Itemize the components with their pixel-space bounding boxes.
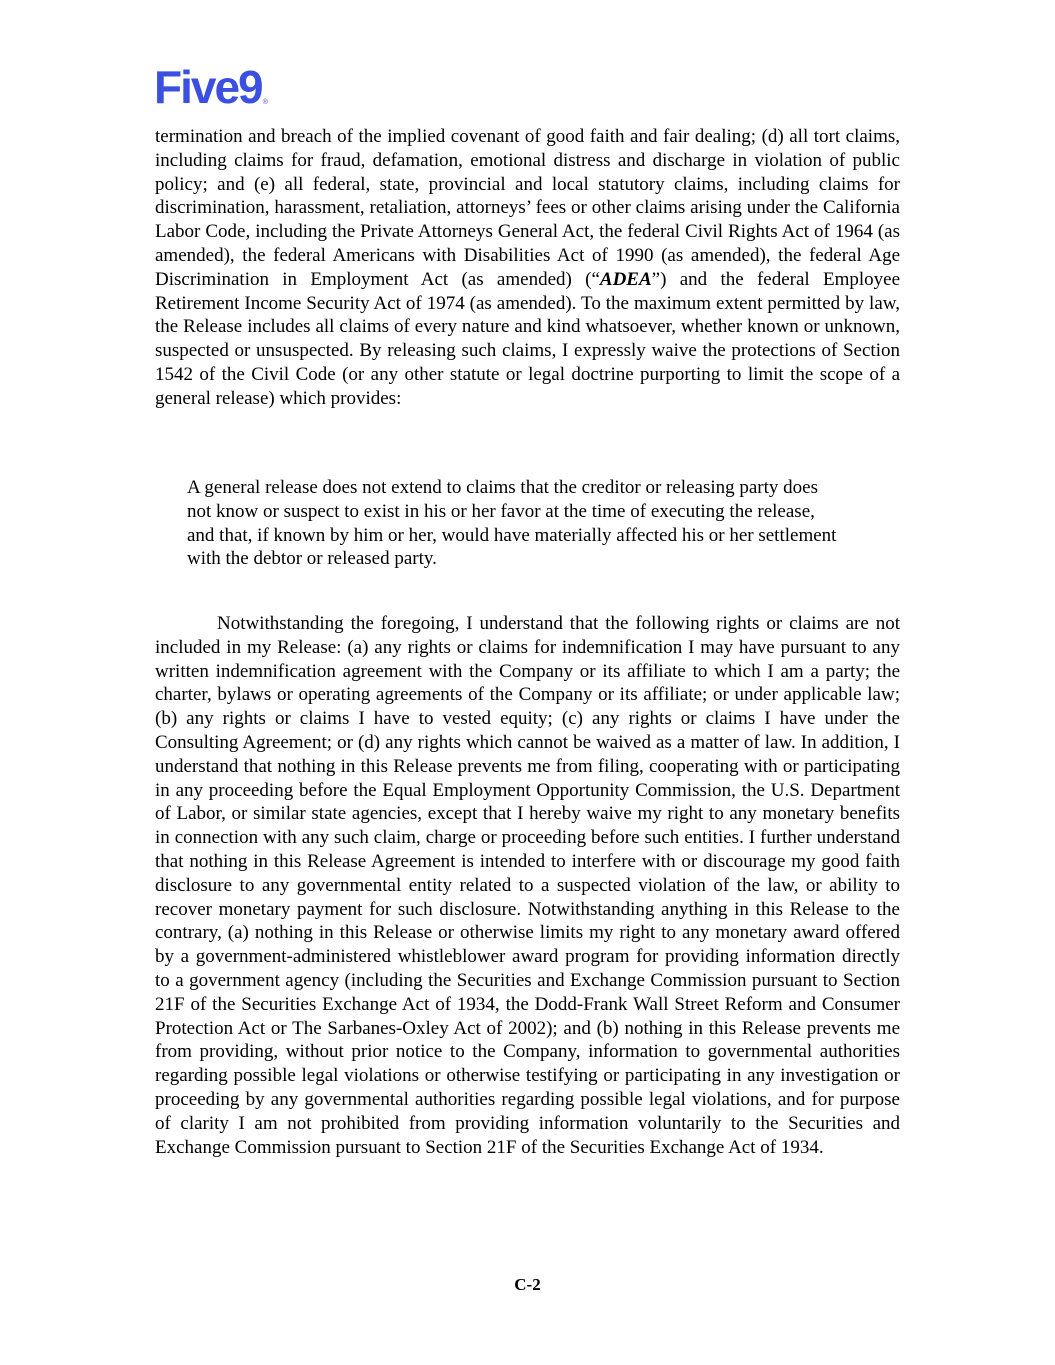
- paragraph-text-after-term: ”) and the federal Employee Retirement Income Security Act of 1974 (as amended). To the maximum extent permitted by law, the Release includes all claims of every nature and kind whatsoever, whether known or unknown, suspected or unsuspected. By releasing such claims, I expressly waive the protections of Section 1542 of the Civil Code (or any other statute or legal doctrine purporting to limit the scope of a general release) which provides:: [155, 268, 901, 409]
- paragraph-text-before-term: termination and breach of the implied covenant of good faith and fair dealing; (d) all tort claims, including claims for fraud, defamation, emotional distress and discharge in violation of public policy; and (e) all federal, state, provincial and local statutory claims, including claims for discrimination, harassment, retaliation, attorneys’ fees or other claims arising under the California Labor Code, including the Private Attorneys General Act, the federal Civil Rights Act of 1964 (as amended), the federal Americans with Disabilities Act of 1990 (as amended), the federal Age Discrimination in Employment Act (as amended) (“: [155, 126, 900, 290]
- page-number: C-2: [514, 1275, 541, 1294]
- release-claims-paragraph: [155, 125, 900, 411]
- civil-code-1542-quote: A general release does not extend to claims that the creditor or releasing party does not know or suspect to exist in his or her favor at the time of executing the release, and that, if known by him or her, would have materially affected his or her settlement with the debtor or released party.: [187, 477, 837, 570]
- excluded-claims-paragraph: Notwithstanding the foregoing, I understand that the following rights or claims are not included in my Release: (a) any rights or claims for indemnification I may have pursuant to any written indemnification agreement with the Company or its affiliate to which I am a party; the charter, bylaws or operating agreements of the Company or its affiliate; or under applicable law; (b) any rights or claims I have to vested equity; (c) any rights or claims I have under the Consulting Agreement; or (d) any rights which cannot be waived as a matter of law. In addition, I understand that nothing in this Release prevents me from filing, cooperating with or participating in any proceeding before the Equal Employment Opportunity Commission, the U.S. Department of Labor, or similar state agencies, except that I hereby waive my right to any monetary benefits in connection with any such claim, charge or proceeding before such entities. I further understand that nothing in this Release Agreement is intended to interfere with or discourage my good faith disclosure to any governmental entity related to a suspected violation of the law, or ability to recover monetary payment for such disclosure. Notwithstanding anything in this Release to the contrary, (a) nothing in this Release or otherwise limits my right to any monetary award offered by a government-administered whistleblower award program for providing information directly to a government agency (including the Securities and Exchange Commission pursuant to Section 21F of the Securities Exchange Act of 1934, the Dodd-Frank Wall Street Reform and Consumer Protection Act or The Sarbanes-Oxley Act of 2002); and (b) nothing in this Release prevents me from providing, without prior notice to the Company, information to governmental authorities regarding possible legal violations or otherwise testifying or participating in any investigation or proceeding by any governmental authorities regarding possible legal violations, and for purpose of clarity I am not prohibited from providing information voluntarily to the Securities and Exchange Commission pursuant to Section 21F of the Securities Exchange Act of 1934.: [155, 613, 900, 1158]
- defined-term-adea: ADEA: [599, 268, 652, 290]
- registered-mark: ®: [262, 99, 268, 106]
- company-logo: [154, 60, 268, 113]
- logo-wordmark: Five9: [154, 61, 262, 113]
